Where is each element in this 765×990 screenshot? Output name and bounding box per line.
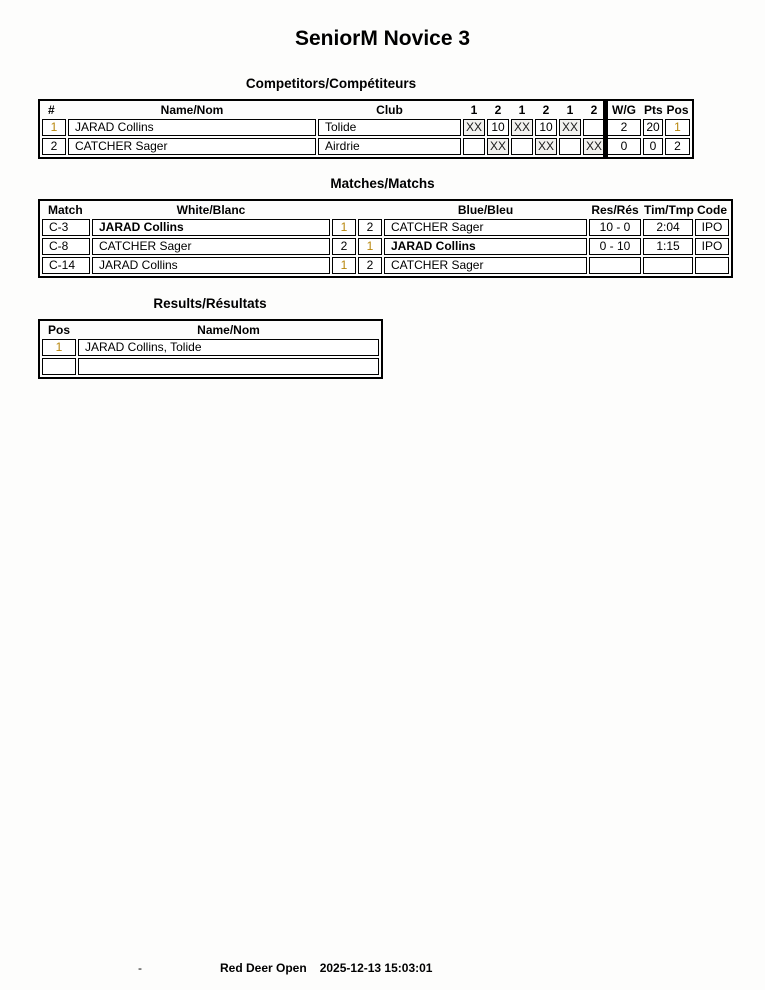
blue-name: CATCHER Sager [384,257,587,274]
match-code: IPO [695,238,729,255]
matches-table [38,199,733,278]
round-cell: XX [487,138,509,155]
white-name: JARAD Collins [92,219,330,236]
col-header-round-4: 2 [542,103,550,117]
col-header-pos: Pos [47,323,70,337]
round-cell: XX [559,119,581,136]
competitor-num: 1 [42,119,66,136]
competitors-header-row [42,103,690,117]
col-header-code: Code [697,203,727,217]
match-time [643,257,693,274]
results-heading: Results/Résultats [153,296,267,311]
col-header-white: White/Blanc [176,203,246,217]
match-result: 10 - 0 [589,219,641,236]
white-num: 1 [332,219,356,236]
blue-num: 1 [358,238,382,255]
competitor-pts: 20 [643,119,663,136]
col-header-pts: Pts [644,103,663,117]
round-cell [559,138,581,155]
match-time: 2:04 [643,219,693,236]
footer-event-name: Red Deer Open [220,961,307,975]
result-name: JARAD Collins, Tolide [78,339,379,356]
col-header-round-6: 2 [590,103,598,117]
col-header-round-5: 1 [566,103,574,117]
round-cell [463,138,485,155]
round-cell: 10 [487,119,509,136]
match-code [695,257,729,274]
white-name: JARAD Collins [92,257,330,274]
match-row [42,238,729,255]
competitor-name: JARAD Collins [68,119,316,136]
blue-name: JARAD Collins [384,238,587,255]
match-id: C-3 [42,219,90,236]
competitor-pts: 0 [643,138,663,155]
matches-header-row [42,203,729,217]
competitor-pos: 2 [665,138,690,155]
footer-page-marker: - [138,961,142,975]
result-row [42,358,379,375]
col-header-blue-num [358,203,382,217]
match-id: C-8 [42,238,90,255]
col-header-res: Res/Rés [591,203,639,217]
results-section [38,319,765,379]
wg-divider [603,99,608,159]
match-row [42,219,729,236]
competitors-table [38,99,694,159]
match-id: C-14 [42,257,90,274]
white-num: 1 [332,257,356,274]
col-header-club: Club [376,103,403,117]
footer-timestamp: 2025-12-13 15:03:01 [319,961,433,975]
match-row [42,257,729,274]
competitor-wg: 0 [607,138,641,155]
round-cell [583,119,605,136]
competitors-heading: Competitors/Compétiteurs [245,76,417,91]
round-cell: 10 [535,119,557,136]
page-title: SeniorM Novice 3 [294,27,471,50]
competitor-name: CATCHER Sager [68,138,316,155]
match-result [589,257,641,274]
competitor-pos: 1 [665,119,690,136]
col-header-name: Name/Nom [197,323,260,337]
result-pos [42,358,76,375]
blue-name: CATCHER Sager [384,219,587,236]
competitor-row [42,119,690,136]
matches-heading: Matches/Matchs [330,176,435,191]
col-header-blue: Blue/Bleu [457,203,514,217]
round-cell: XX [535,138,557,155]
col-header-name: Name/Nom [160,103,224,117]
white-num: 2 [332,238,356,255]
blue-num: 2 [358,219,382,236]
col-header-round-2: 2 [494,103,502,117]
matches-section [38,199,765,278]
competitor-row [42,138,690,155]
col-header-pos: Pos [666,103,689,117]
competitors-section [38,99,765,159]
round-cell: XX [583,138,605,155]
col-header-white-num [332,203,356,217]
col-header-round-1: 1 [470,103,478,117]
round-cell: XX [511,119,533,136]
result-name [78,358,379,375]
results-table [38,319,383,379]
competitor-club: Airdrie [318,138,461,155]
match-code: IPO [695,219,729,236]
white-name: CATCHER Sager [92,238,330,255]
col-header-tim: Tim/Tmp [644,203,694,217]
competitor-num: 2 [42,138,66,155]
round-cell: XX [463,119,485,136]
blue-num: 2 [358,257,382,274]
col-header-round-3: 1 [518,103,526,117]
results-header-row [42,323,379,337]
competitor-wg: 2 [607,119,641,136]
col-header-match: Match [48,203,83,217]
match-time: 1:15 [643,238,693,255]
round-cell [511,138,533,155]
col-header-wg: W/G [612,103,636,117]
match-result: 0 - 10 [589,238,641,255]
result-pos: 1 [42,339,76,356]
col-header-num: # [48,103,55,117]
competitor-club: Tolide [318,119,461,136]
result-row [42,339,379,356]
